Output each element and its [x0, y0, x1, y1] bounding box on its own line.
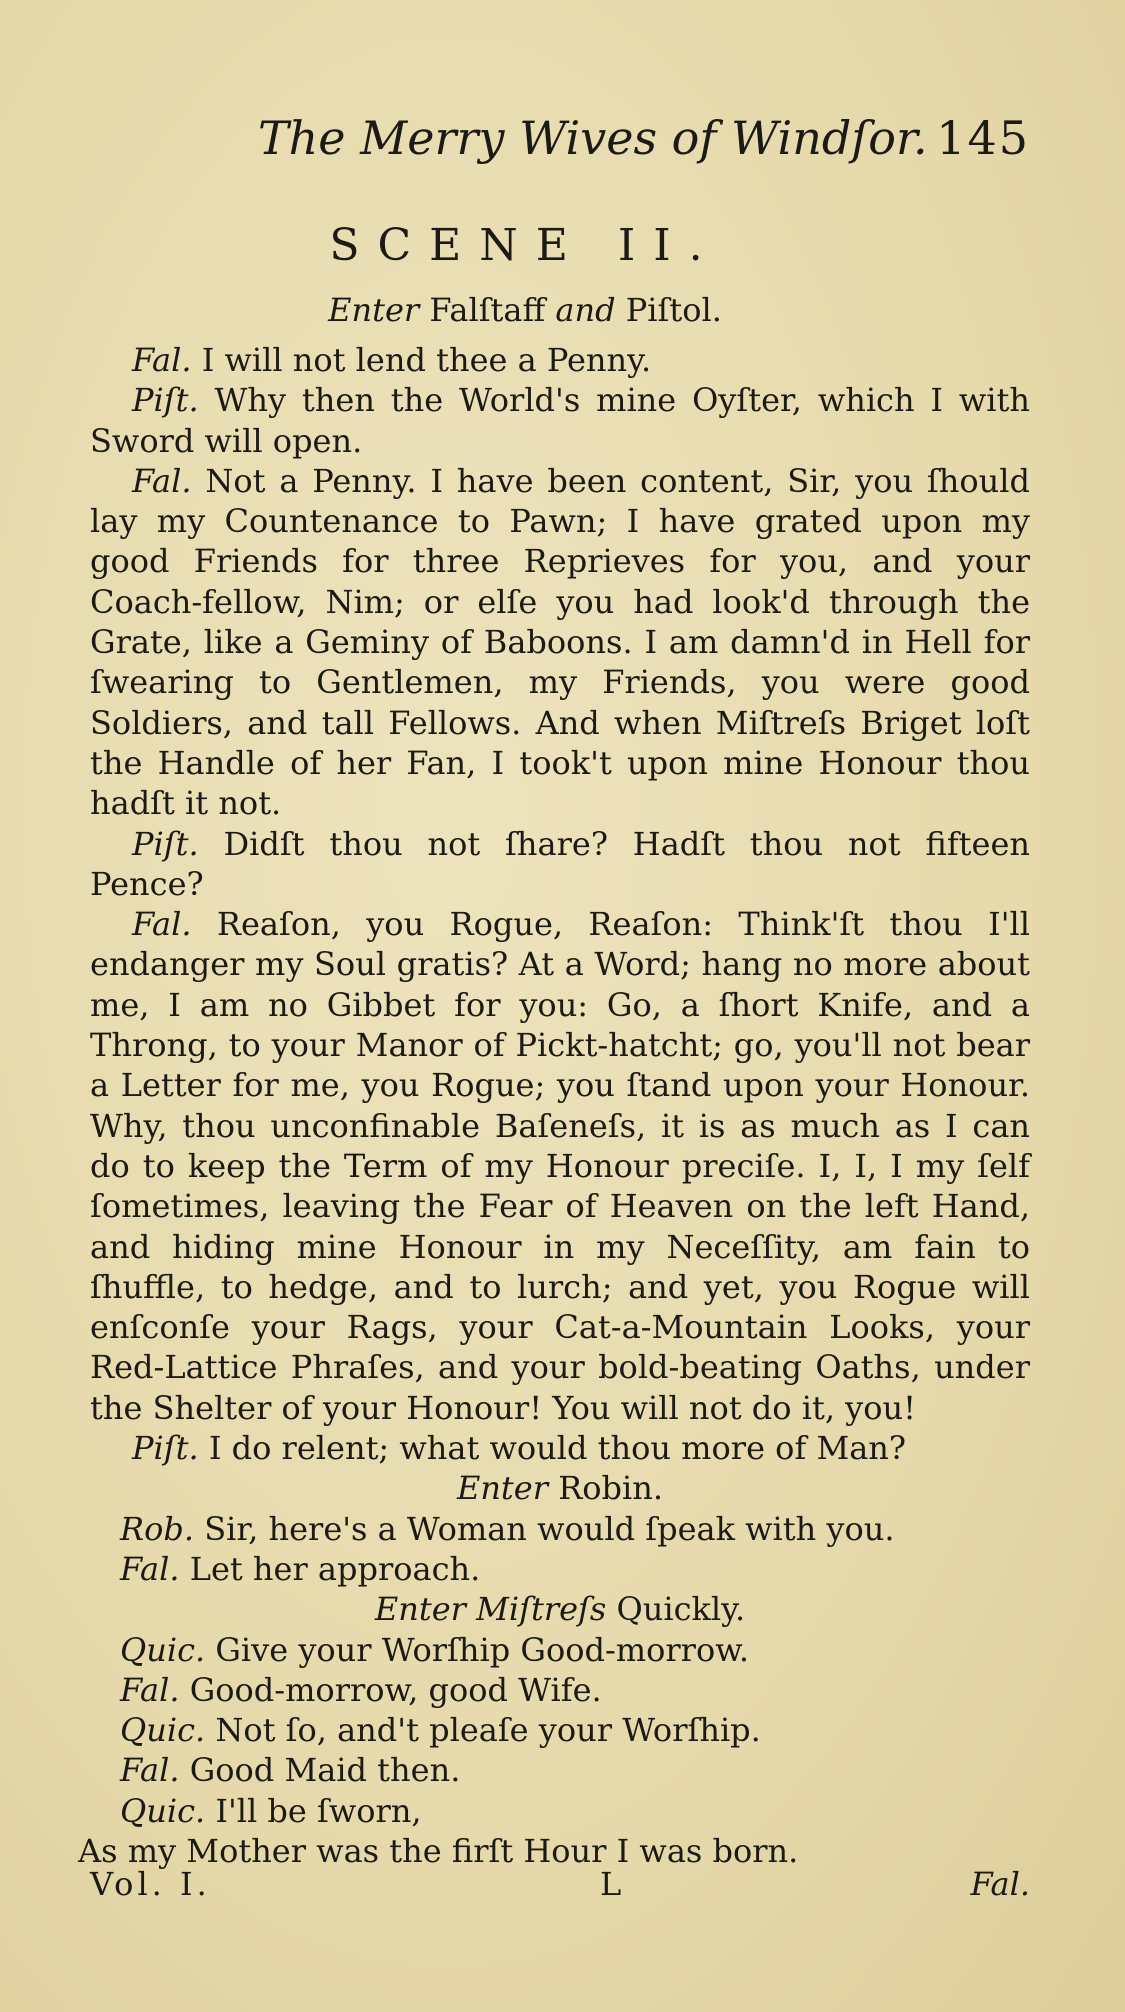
stage-direction-robin — [90, 1468, 1030, 1508]
speech — [90, 461, 1030, 824]
speaker: Fal. — [120, 1751, 180, 1790]
stage-names-1: Falſtaff — [429, 291, 546, 329]
speech-text: Give your Worſhip Good-morrow. — [215, 1630, 749, 1669]
speech-text: Good Maid then. — [189, 1751, 461, 1790]
signature-volume: Vol. I. — [90, 1865, 211, 1903]
running-title: The Merry Wives of Windſor. — [258, 111, 928, 165]
speaker: Fal. — [132, 341, 192, 379]
speaker: Rob. — [120, 1509, 195, 1548]
speech-text: Didſt thou not ſhare? Hadſt thou not fifteen Pence? — [90, 824, 1030, 903]
speech — [90, 1791, 1030, 1831]
speech-text: Good-morrow, good Wife. — [189, 1670, 602, 1709]
speaker: Quic. — [120, 1711, 206, 1750]
page-number: 145 — [936, 111, 1030, 165]
speech — [90, 1428, 1030, 1468]
speech-text: Why then the World's mine Oyſter, which I with Sword will open. — [90, 381, 1031, 460]
play-text — [78, 340, 1031, 1871]
speaker: Piſt. — [132, 1429, 199, 1468]
stage-name: Robin. — [558, 1469, 664, 1508]
speaker: Piſt. — [132, 381, 199, 420]
speech — [90, 380, 1030, 461]
speech-text: Reaſon, you Rogue, Reaſon: Think'ſt thou I'll endanger my Soul gratis? At a Word; hang no more about me, I am no Gibbet for you: Go, a ſhort Knife, and a Throng, to your Manor of Pickt-hatcht; go, you'll not bear a Letter for me, you Rogue; you ſtand upon your Honour. Why, thou unconfinable Baſeneſs, it is as much as I can do to keep the Term of my Honour preciſe. I, I, I my ſelf ſometimes, leaving the Fear of Heaven on the left Hand, and hiding mine Honour in my Neceſſity, am fain to ſhuffle, to hedge, and to lurch; and yet, you Rogue will enſconſe your Rags, your Cat-a-Mountain Looks, your Red-Lattice Phraſes, and your bold-beating Oaths, under the Shelter of your Honour! You will not do it, you! — [90, 905, 1031, 1427]
stage-names-2: Piſtol. — [625, 291, 722, 329]
speech-text: I do relent; what would thou more of Man? — [208, 1429, 907, 1468]
stage-conj: and — [555, 291, 616, 329]
stage-dir-enter: Enter Miſtreſs — [374, 1590, 607, 1629]
scene-heading: SCENE II. — [329, 220, 721, 271]
catchword: Fal. — [970, 1865, 1030, 1903]
speaker: Piſt. — [132, 824, 199, 863]
speech — [90, 340, 1030, 380]
running-head — [250, 108, 1040, 168]
speech — [90, 1670, 1030, 1710]
speech-text: Sir, here's a Woman would ſpeak with you. — [204, 1509, 895, 1548]
speaker: Fal. — [120, 1549, 180, 1588]
speech — [90, 904, 1030, 1428]
speech-text: I'll be ſworn, — [215, 1791, 422, 1830]
speech — [90, 1549, 1030, 1589]
speech-text: Let her approach. — [189, 1549, 481, 1588]
speech — [90, 824, 1030, 905]
verse-line: As my Mother was the firſt Hour I was born. — [78, 1831, 799, 1870]
stage-direction-entrance — [0, 290, 1050, 330]
stage-direction-quickly — [90, 1589, 1030, 1629]
speaker: Fal. — [120, 1670, 180, 1709]
speech — [90, 1750, 1030, 1790]
stage-dir-enter: Enter — [456, 1469, 549, 1508]
speaker: Quic. — [120, 1630, 206, 1669]
signature-mark: L — [600, 1865, 622, 1903]
page-footer — [90, 1862, 1030, 1906]
speaker: Quic. — [120, 1791, 206, 1830]
speech-text: I will not lend thee a Penny. — [201, 341, 652, 379]
speech-text: Not a Penny. I have been content, Sir, you ſhould lay my Countenance to Pawn; I have grated upon my good Friends for three Reprieves for you, and your Coach-fellow, Nim; or elſe you had look'd through the Grate, like a Geminy of Baboons. I am damn'd in Hell for ſwearing to Gentlemen, my Friends, you were good Soldiers, and tall Fellows. And when Miſtreſs Briget loſt the Handle of her Fan, I took't upon mine Honour thou hadſt it not. — [90, 461, 1031, 823]
speaker: Fal. — [132, 905, 192, 944]
stage-name: Quickly. — [616, 1590, 746, 1629]
speaker: Fal. — [132, 461, 192, 500]
speech — [90, 1630, 1030, 1670]
speech — [90, 1509, 1030, 1549]
speech — [90, 1710, 1030, 1750]
stage-dir-enter: Enter — [328, 291, 420, 329]
speech-text: Not ſo, and't pleaſe your Worſhip. — [215, 1711, 761, 1750]
